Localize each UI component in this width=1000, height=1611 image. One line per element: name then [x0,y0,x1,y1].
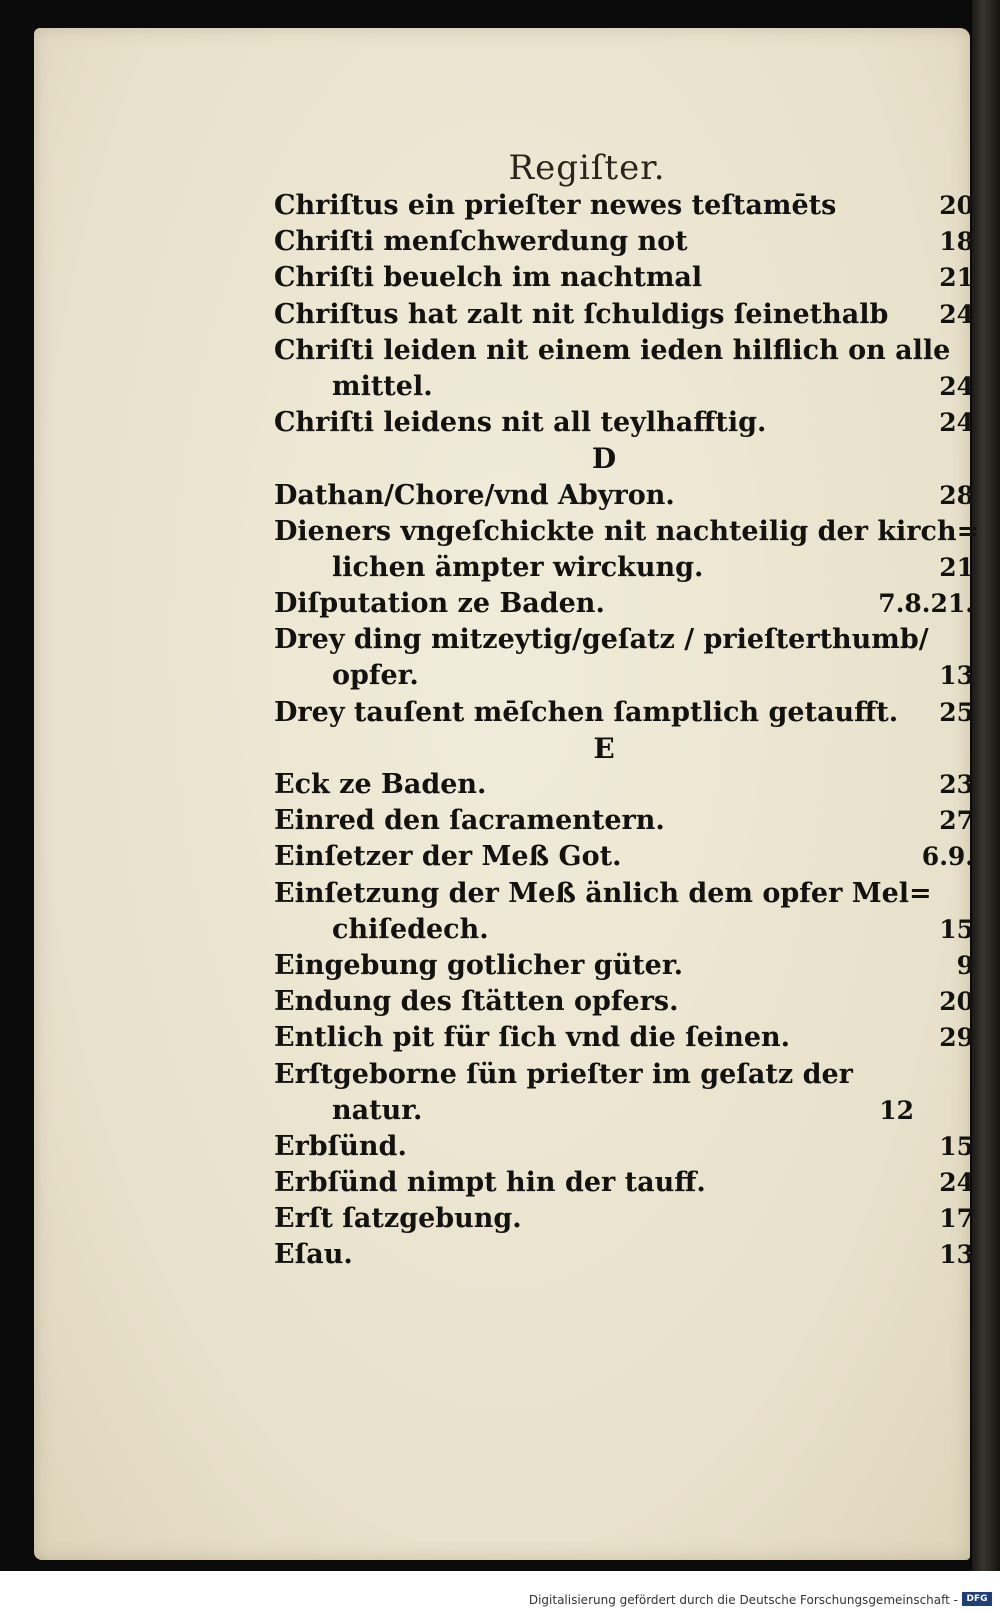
entry-page-number: 27 [939,806,974,836]
entry-text: Dathan/Chore/vnd Abyron. [274,479,675,511]
entry-text: Eingebung gotlicher güter. [274,949,683,981]
entry-text: natur. [332,1094,423,1126]
register-entry-continuation [274,658,974,694]
entry-text: Erbſünd. [274,1130,407,1162]
register-entry [274,984,974,1020]
register-entry [274,622,974,658]
entry-page-number: 15 [939,1131,974,1161]
footer-bar [0,1571,1000,1611]
entry-text: Chriſtus hat zalt nit ſchuldigs ſeinethalb [274,298,889,330]
entry-page-number: 7.8.21. [878,589,974,619]
entry-page-number: 24 [939,1168,974,1198]
entry-text: Chriſti menſchwerdung not [274,226,688,258]
entry-page-number: 25 [939,697,974,727]
register-entry [274,876,974,912]
register-entry [274,1020,974,1056]
register-entry [274,405,974,441]
entry-text: Chriſti leidens nit all teylhafftig. [274,407,767,439]
section-letter [274,731,974,767]
entry-text: Erſt ſatzgebung. [274,1203,522,1235]
entry-page-number: 28 [939,480,974,510]
entry-page-number: 24 [939,408,974,438]
entry-page-number: 13 [939,1240,974,1270]
entry-text: Drey ding mitzeytig/geſatz / prieſterthumb/ [274,624,929,656]
entry-text: Chriſtus ein prieſter newes teſtamēts [274,190,837,221]
entry-text: Dieners vngeſchickte nit nachteilig der kirch= [274,515,980,547]
entry-text: Eck ze Baden. [274,769,487,800]
entry-text: mittel. [332,370,433,402]
register-entry [274,514,980,550]
entry-text: D [591,442,617,476]
register-entry [274,803,974,839]
entry-page-number: 21 [939,552,974,582]
register-entry [274,260,974,296]
section-letter [274,441,974,477]
entry-page-number: 13 [939,661,974,691]
register-entry-continuation [274,369,974,405]
book-binding-edge [972,0,1000,1580]
register-entry [274,695,974,731]
entry-page-number: 18 [939,227,974,257]
entry-page-number: 6.9. [921,842,974,872]
entry-page-number: 29 [939,1023,974,1053]
entry-text: Chriſti leiden nit einem ieden hilflich on alle [274,334,951,366]
register-entry [274,1165,974,1201]
entry-text: Einſetzung der Meß änlich dem opfer Mel= [274,877,932,909]
register-entry [274,1129,974,1165]
entry-text: Eſau. [274,1239,353,1271]
entry-text: opfer. [332,660,419,692]
register-entry [274,188,974,224]
register-entry [274,224,974,260]
entry-text: lichen ämpter wirckung. [332,551,704,583]
page-title: Regiſter. [508,148,666,188]
footer-credit: Digitalisierung gefördert durch die Deutsche Forschungsgemeinschaft - [528,1593,958,1607]
register-entry-continuation [274,550,974,586]
entry-page-number: 24 [939,371,974,401]
register-entry-continuation [274,912,974,948]
register-entry [274,767,974,803]
register-page [34,28,980,1560]
entry-text: chiſedech. [332,913,489,945]
entry-page-number: 23 [939,770,974,799]
entry-text: Entlich pit für ſich vnd die ſeinen. [274,1022,791,1054]
entry-text: Erbſünd nimpt hin der tauff. [274,1167,706,1199]
entry-text: Endung des ſtätten opfers. [274,986,679,1018]
register-entry [274,297,974,333]
register-entry [274,1057,974,1093]
entry-page-number: 21 [939,263,974,293]
register-entries [274,188,980,1274]
entry-text: Einred den ſacramentern. [274,805,665,837]
register-entry [274,478,974,514]
entry-text: Erſtgeborne ſün prieſter im geſatz der [274,1058,853,1090]
entry-text: E [593,731,615,765]
dfg-logo-icon: DFG [962,1592,992,1606]
entry-page-number: 20 [939,987,974,1017]
register-entry [274,586,974,622]
entry-text: Einſetzer der Meß Got. [274,841,622,873]
entry-page-number: 20 [939,191,974,220]
register-entry [274,333,974,369]
register-entry [274,1201,974,1237]
entry-page-number: 24 [939,299,974,329]
entry-page-number: 12 [879,1095,914,1125]
entry-text: Diſputation ze Baden. [274,588,605,620]
entry-page-number: 15 [939,914,974,944]
entry-page-number: 17 [939,1204,974,1234]
register-entry-continuation [274,1093,974,1129]
register-entry [274,948,974,984]
entry-page-number: 9 [956,950,974,980]
register-entry [274,1237,974,1273]
entry-text: Chriſti beuelch im nachtmal [274,262,703,294]
entry-text: Drey tauſent mēſchen ſamptlich getaufft. [274,696,899,728]
register-entry [274,839,974,875]
